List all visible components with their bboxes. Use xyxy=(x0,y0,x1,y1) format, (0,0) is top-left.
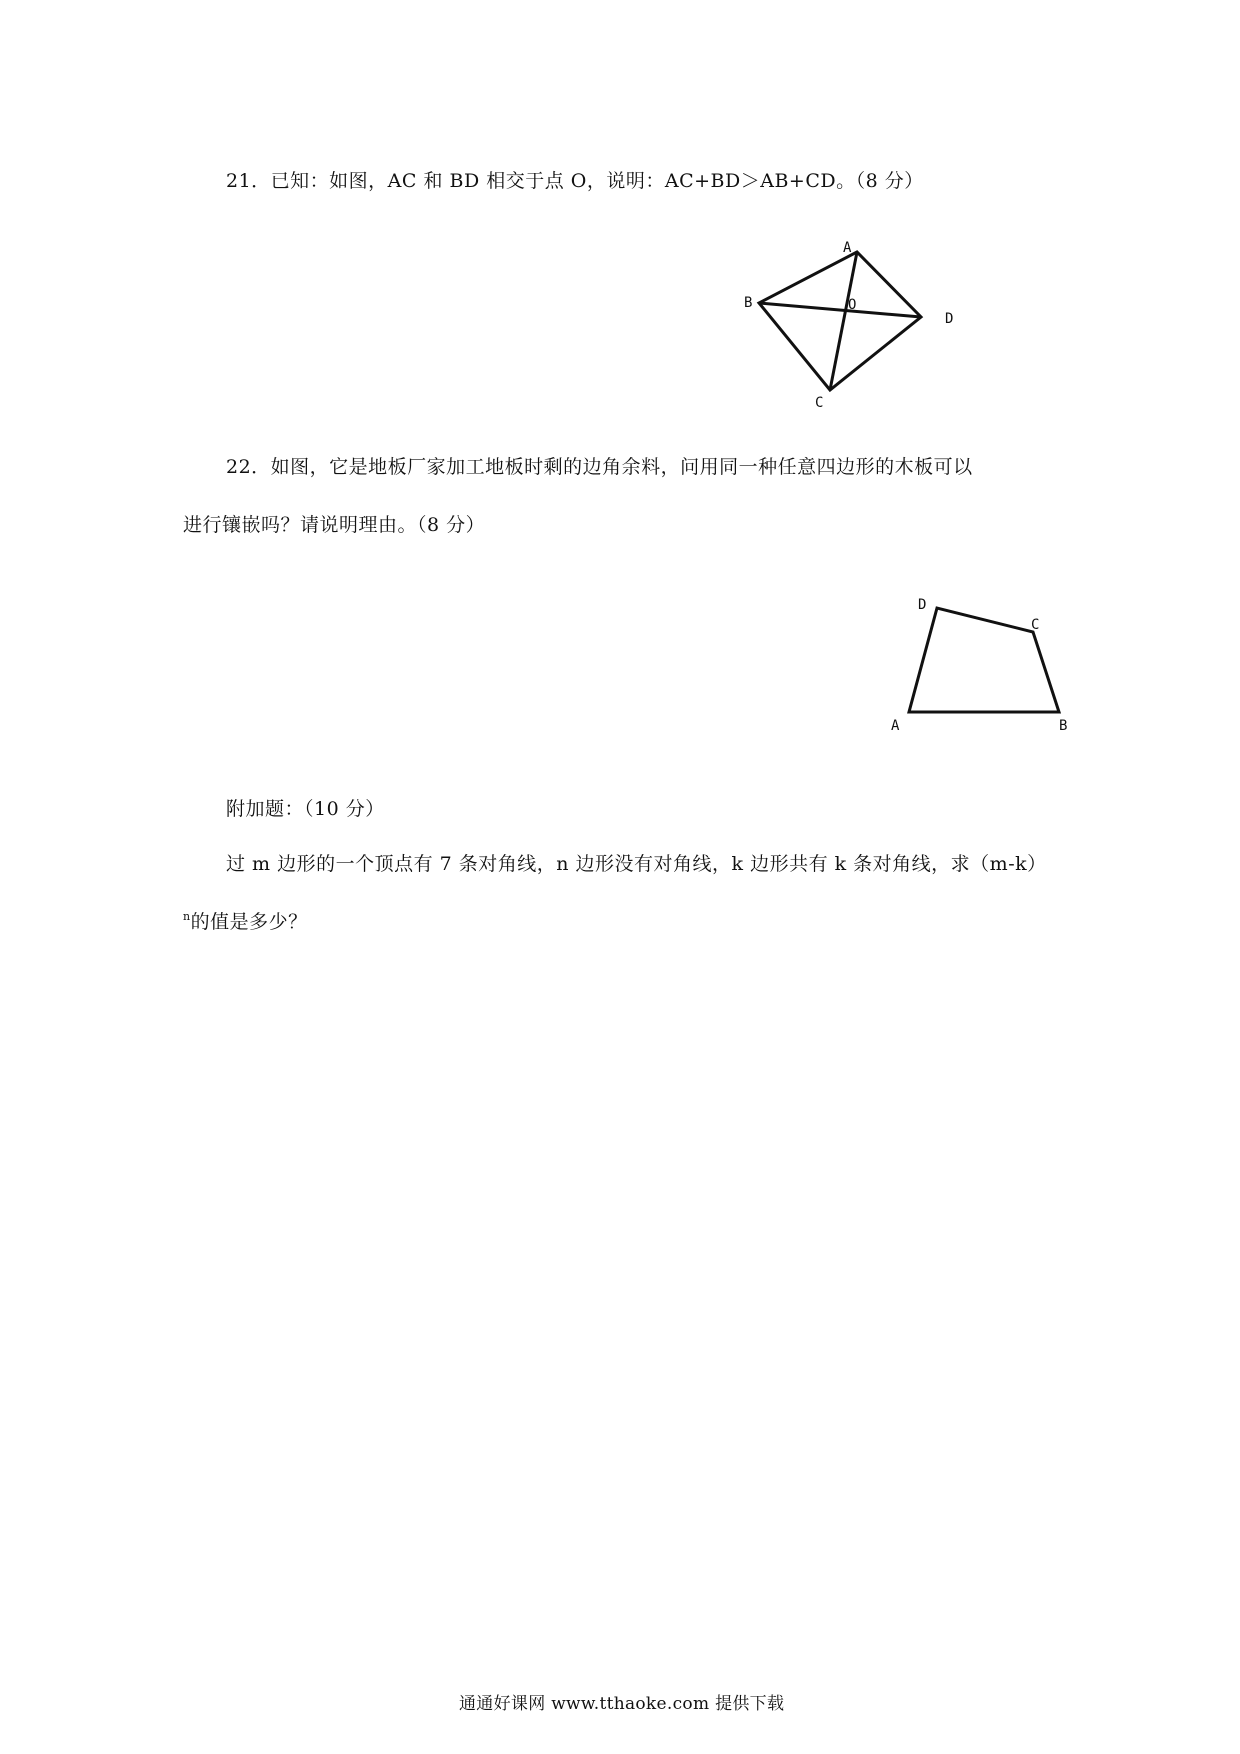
question-22-line-2: 进行镶嵌吗？请说明理由。（8 分） xyxy=(183,514,486,536)
bonus-title: 附加题：（10 分） xyxy=(226,798,385,820)
label-b: B xyxy=(1059,718,1068,734)
bonus-line-2 xyxy=(183,907,308,934)
exponent-n: n xyxy=(183,910,191,923)
bonus-line-2-text: 的值是多少？ xyxy=(190,911,308,933)
label-a: A xyxy=(843,240,852,256)
bonus-line-1: 过 m 边形的一个顶点有 7 条对角线，n 边形没有对角线，k 边形共有 k 条对角线，求（m-k） xyxy=(226,853,1047,875)
label-d: D xyxy=(918,597,927,613)
label-c: C xyxy=(815,395,824,411)
label-b: B xyxy=(744,295,753,311)
label-o: O xyxy=(848,297,857,313)
label-a: A xyxy=(891,718,900,734)
label-c: C xyxy=(1031,617,1040,633)
question-21-text: 21．已知：如图，AC 和 BD 相交于点 O，说明：AC+BD＞AB+CD。（8 分） xyxy=(226,170,924,192)
footer-text: 通通好课网 www.tthaoke.com 提供下载 xyxy=(459,1694,785,1714)
label-d: D xyxy=(945,311,954,327)
question-22-line-1: 22．如图，它是地板厂家加工地板时剩的边角余料，问用同一种任意四边形的木板可以 xyxy=(226,456,973,478)
